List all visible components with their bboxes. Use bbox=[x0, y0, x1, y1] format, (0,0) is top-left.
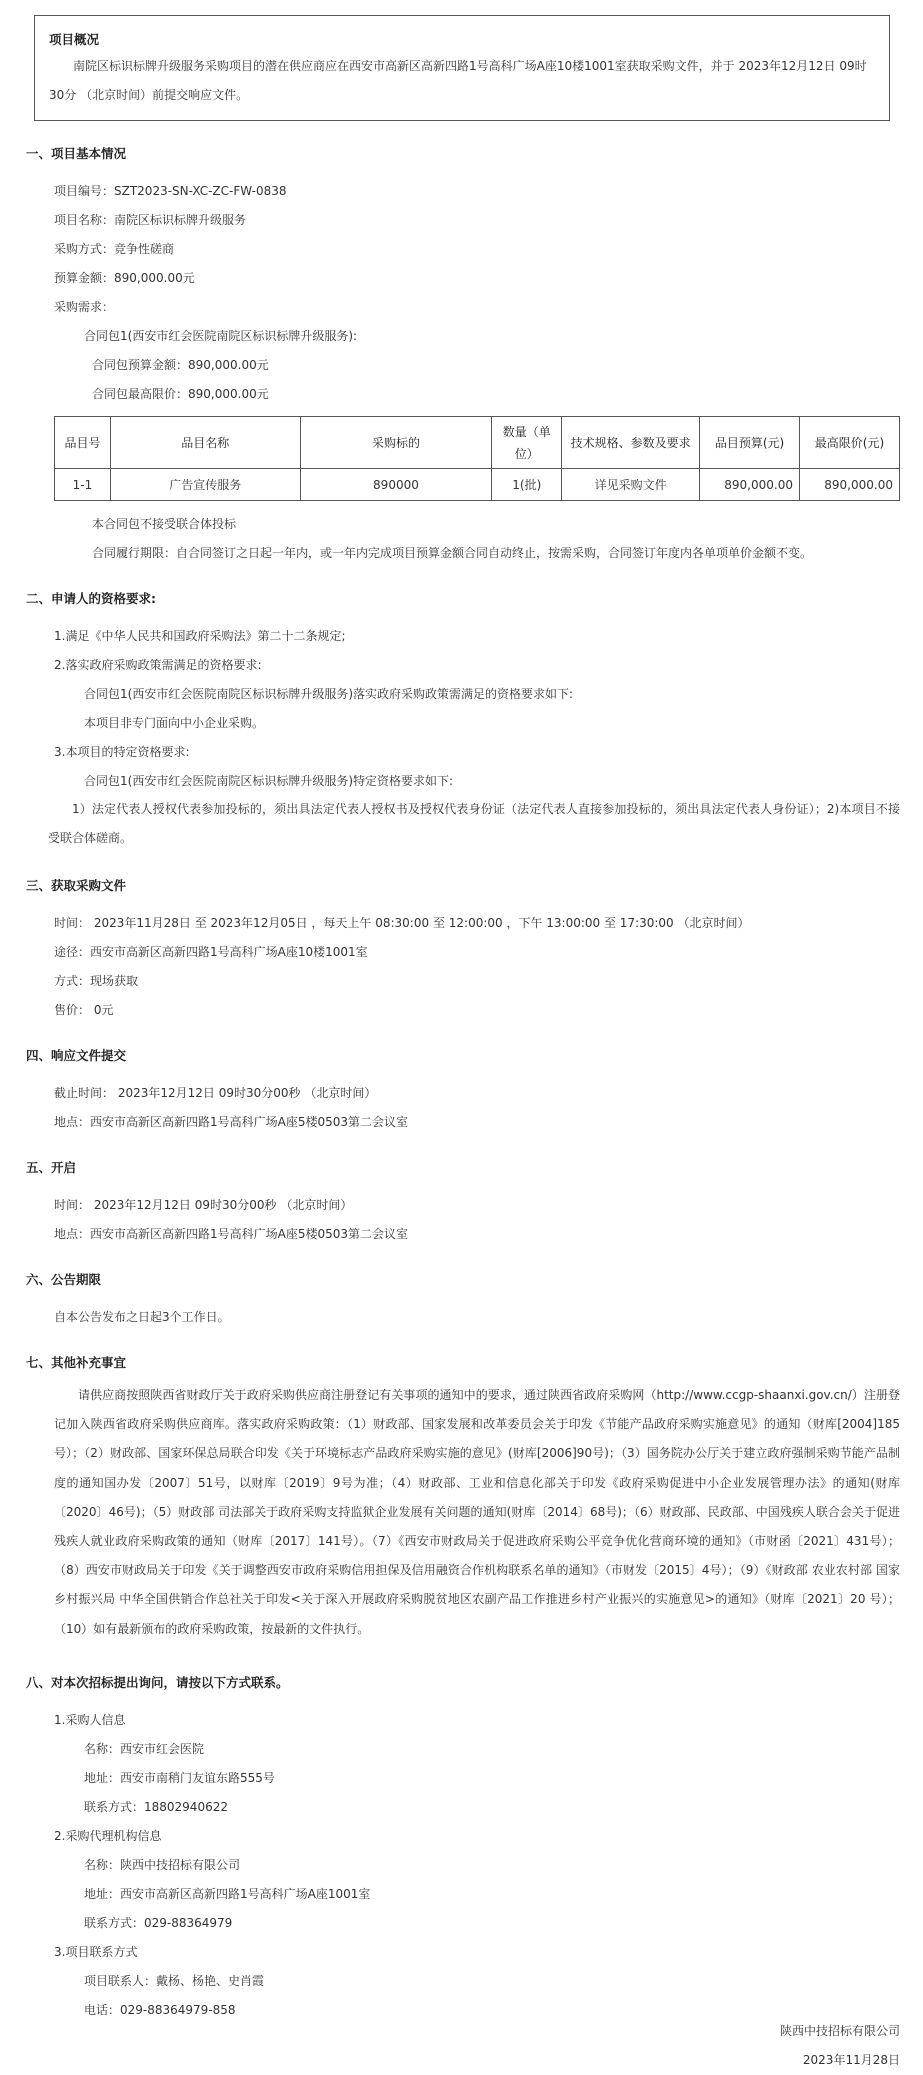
signature-date: 2023年11月28日 bbox=[802, 2053, 900, 2067]
supplementary-text: 请供应商按照陕西省财政厅关于政府采购供应商注册登记有关事项的通知中的要求，通过陕西省政府采购网（http://www.ccgp-shaanxi.gov.cn/）注册登记加入陕西省政府采购供应商库。落实政府采购政策：（1）财政部、国家发展和改革委员会关于印发《节能产品政府采购实施意见》的通知（财库[2004]185号）；（2）财政部、国家环保总局联合印发《关于环境标志产品政府采购实施的意见》(财库[2006]90号)；（3）国务院办公厅关于建立政府强制采购节能产品制度的通知国办发〔2007〕51号，以财库〔2019〕9号为准；（4）财政部、工业和信息化部关于印发《政府采购促进中小企业发展管理办法》的通知(财库〔2020〕46号)；（5）财政部 司法部关于政府采购支持监狱企业发展有关问题的通知(财库〔2014〕68号)；（6）财政部、民政部、中国残疾人联合会关于促进残疾人就业政府采购政策的通知（财库〔2017〕141号）。（7）《西安市财政局关于促进政府采购公平竞争优化营商环境的通知》（市财函〔2021〕431号）；（8）西安市财政局关于印发《关于调整西安市政府采购信用担保及信用融资合作机构联系名单的通知》（市财发〔2015〕4号）；（9）《财政部 农业农村部 国家乡村振兴局 中华全国供销合作总社关于印发<关于深入开展政府采购脱贫地区农副产品工作推进乡村产业振兴的实施意见>的通知》（财库〔2021〕20 号）；（10）如有最新颁布的政府采购政策，按最新的文件执行。 bbox=[54, 1388, 900, 1636]
contact-persons: 项目联系人：戴杨、杨艳、史肖霞 bbox=[84, 1974, 265, 1988]
section-5-title: 五、开启 bbox=[26, 1160, 77, 1175]
qualification-item-2a: 合同包1(西安市红会医院南院区标识标牌升级服务)落实政府采购政策需满足的资格要求如下: bbox=[84, 687, 574, 701]
buyer-heading: 1.采购人信息 bbox=[54, 1713, 126, 1727]
table-row bbox=[55, 469, 900, 501]
section-1-title: 一、项目基本情况 bbox=[26, 146, 127, 161]
project-number: 项目编号：SZT2023-SN-XC-ZC-FW-0838 bbox=[54, 184, 287, 198]
no-consortium-note: 本合同包不接受联合体投标 bbox=[92, 517, 237, 531]
overview-text: 南院区标识标牌升级服务采购项目的潜在供应商应在西安市高新区高新四路1号高科广场A座10楼1001室获取采购文件，并于 2023年12月12日 09时30分 （北京时间）前提交响应文件。 bbox=[49, 59, 867, 102]
contract-package: 合同包1(西安市红会医院南院区标识标牌升级服务): bbox=[84, 329, 358, 343]
budget-amount: 预算金额：890,000.00元 bbox=[54, 271, 195, 285]
contract-term: 合同履行期限：自合同签订之日起一年内，或一年内完成项目预算金额合同自动终止，按需采购，合同签订年度内各单项单价金额不变。 bbox=[92, 546, 813, 560]
section-7-title: 七、其他补充事宜 bbox=[26, 1355, 127, 1370]
cell-max-price: 890,000.00 bbox=[799, 469, 899, 501]
qualification-item-3: 3.本项目的特定资格要求: bbox=[54, 745, 190, 759]
qualification-item-3a: 合同包1(西安市红会医院南院区标识标牌升级服务)特定资格要求如下: bbox=[84, 774, 454, 788]
col-header-target: 采购标的 bbox=[300, 417, 492, 469]
opening-time: 时间： 2023年12月12日 09时30分00秒 （北京时间） bbox=[54, 1198, 353, 1212]
cell-item-name: 广告宣传服务 bbox=[110, 469, 300, 501]
section-4-title: 四、响应文件提交 bbox=[26, 1048, 127, 1063]
col-header-quantity: 数量（单位） bbox=[492, 417, 562, 469]
cell-item-budget: 890,000.00 bbox=[700, 469, 800, 501]
col-header-item-budget: 品目预算(元) bbox=[700, 417, 800, 469]
contact-phone: 电话：029-88364979-858 bbox=[84, 2003, 236, 2017]
acquire-way: 方式：现场获取 bbox=[54, 974, 139, 988]
submission-deadline: 截止时间： 2023年12月12日 09时30分00秒 （北京时间） bbox=[54, 1086, 377, 1100]
buyer-phone: 联系方式：18802940622 bbox=[84, 1800, 228, 1814]
qualification-item-2b: 本项目非专门面向中小企业采购。 bbox=[84, 716, 265, 730]
procurement-demand: 采购需求： bbox=[54, 300, 115, 314]
agent-name: 名称：陕西中技招标有限公司 bbox=[84, 1858, 241, 1872]
qualification-item-1: 1.满足《中华人民共和国政府采购法》第二十二条规定; bbox=[54, 629, 346, 643]
col-header-max-price: 最高限价(元) bbox=[799, 417, 899, 469]
qualification-item-2: 2.落实政府采购政策需满足的资格要求: bbox=[54, 658, 262, 672]
qualification-item-3b: 1）法定代表人授权代表参加投标的，须出具法定代表人授权书及授权代表身份证（法定代表人直接参加投标的，须出具法定代表人身份证）；2)本项目不接受联合体磋商。 bbox=[48, 802, 900, 846]
cell-item-no: 1-1 bbox=[55, 469, 111, 501]
submission-place: 地点：西安市高新区高新四路1号高科广场A座5楼0503第二会议室 bbox=[54, 1115, 409, 1129]
acquire-place: 途径：西安市高新区高新四路1号高科广场A座10楼1001室 bbox=[54, 945, 368, 959]
opening-place: 地点：西安市高新区高新四路1号高科广场A座5楼0503第二会议室 bbox=[54, 1227, 409, 1241]
package-max-price: 合同包最高限价：890,000.00元 bbox=[92, 387, 269, 401]
project-name: 项目名称：南院区标识标牌升级服务 bbox=[54, 213, 247, 227]
agent-phone: 联系方式：029-88364979 bbox=[84, 1916, 233, 1930]
section-3-title: 三、获取采购文件 bbox=[26, 878, 127, 893]
procurement-method: 采购方式：竞争性磋商 bbox=[54, 242, 175, 256]
cell-specs: 详见采购文件 bbox=[562, 469, 700, 501]
agent-heading: 2.采购代理机构信息 bbox=[54, 1829, 162, 1843]
items-table bbox=[54, 416, 900, 501]
document-price: 售价： 0元 bbox=[54, 1003, 114, 1017]
package-budget: 合同包预算金额：890,000.00元 bbox=[92, 358, 269, 372]
overview-title: 项目概况 bbox=[49, 32, 100, 47]
table-header-row bbox=[55, 417, 900, 469]
cell-target: 890000 bbox=[300, 469, 492, 501]
section-6-title: 六、公告期限 bbox=[26, 1272, 102, 1287]
col-header-item-name: 品目名称 bbox=[110, 417, 300, 469]
acquire-time: 时间： 2023年11月28日 至 2023年12月05日 ，每天上午 08:30:00 至 12:00:00 ，下午 13:00:00 至 17:30:00 （北京时间） bbox=[54, 916, 750, 930]
col-header-specs: 技术规格、参数及要求 bbox=[562, 417, 700, 469]
notice-period: 自本公告发布之日起3个工作日。 bbox=[54, 1310, 230, 1324]
cell-quantity: 1(批) bbox=[492, 469, 562, 501]
agent-address: 地址：西安市高新区高新四路1号高科广场A座1001室 bbox=[84, 1887, 371, 1901]
section-8-title: 八、对本次招标提出询问，请按以下方式联系。 bbox=[26, 1675, 289, 1690]
contact-heading: 3.项目联系方式 bbox=[54, 1945, 138, 1959]
signature-org: 陕西中技招标有限公司 bbox=[779, 2024, 900, 2038]
buyer-name: 名称：西安市红会医院 bbox=[84, 1742, 205, 1756]
col-header-item-no: 品目号 bbox=[55, 417, 111, 469]
project-overview-box bbox=[34, 15, 890, 121]
buyer-address: 地址：西安市南稍门友谊东路555号 bbox=[84, 1771, 275, 1785]
section-2-title: 二、申请人的资格要求: bbox=[26, 591, 156, 606]
